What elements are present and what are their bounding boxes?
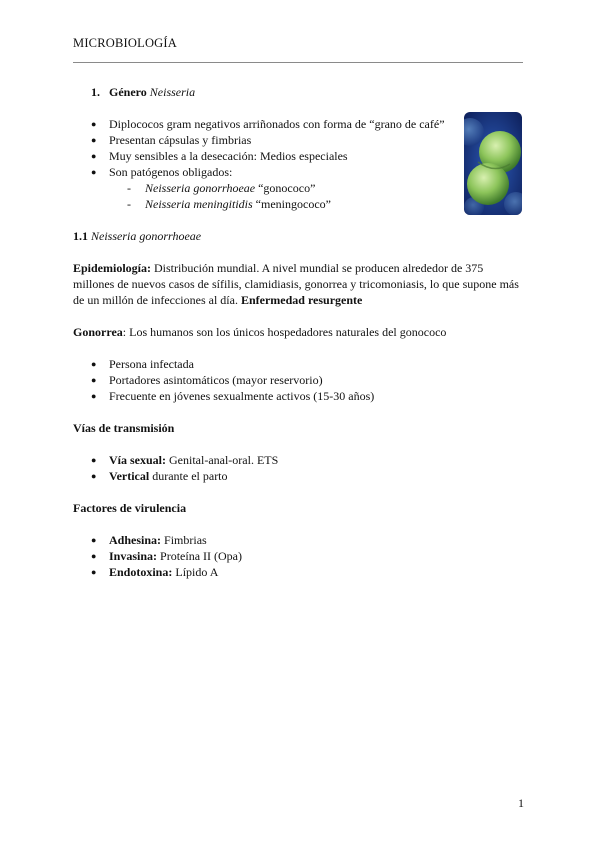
bullet-icon: ● [91,375,97,385]
sub-list-item [145,196,331,212]
species-name: Neisseria gonorrhoeae [145,181,256,195]
list-item [109,452,278,468]
gonorrea-label: Gonorrea [73,325,123,339]
bullet-icon: ● [91,167,97,177]
epidemiology-label: Epidemiología: [73,261,152,275]
section-1-1-number: 1.1 [73,229,88,243]
item-text: Proteína II (Opa) [157,549,242,563]
section-1-number: 1. [91,85,100,99]
bullet-icon: ● [91,359,97,369]
item-label: Invasina: [109,549,158,563]
list-item [109,532,207,548]
bullet-icon: ● [91,567,97,577]
section-1-1-title [73,228,201,244]
section-1-title [91,84,195,100]
bullet-icon: ● [91,151,97,161]
bullet-icon: ● [91,135,97,145]
bullet-icon: ● [91,119,97,129]
item-label: Vertical [109,469,150,483]
transmission-heading [73,420,174,436]
dash-icon: - [127,197,131,211]
species-nickname: “meningococo” [252,197,331,211]
sub-list-item [145,180,315,196]
section-1-title-italic: Neisseria [149,85,196,99]
item-text: durante el parto [149,469,228,483]
list-item: Persona infectada [109,357,194,371]
item-text: Lípido A [172,565,219,579]
species-name: Neisseria meningitidis [145,197,253,211]
transmission-heading-text: Vías de transmisión [73,421,175,435]
bullet-icon: ● [91,391,97,401]
bullet-icon: ● [91,551,97,561]
item-text: Fimbrias [161,533,207,547]
bullet-icon: ● [91,471,97,481]
item-label: Adhesina: [109,533,162,547]
list-item: Frecuente en jóvenes sexualmente activos (15-30 años) [109,389,375,403]
virulence-heading-text: Factores de virulencia [73,501,187,515]
diplococci-micrograph-image [464,112,522,215]
epidemiology-line-2: millones de nuevos casos de sífilis, clamidiasis, gonorrea y tricomoniasis, lo que supone más [73,277,519,291]
gonorrea-text: : Los humanos son los únicos hospedadores naturales del gonococo [122,325,447,339]
virulence-heading [73,500,186,516]
epidemiology-text: de un millón de infecciones al día. [73,293,238,307]
page-header-title: MICROBIOLOGÍA [73,36,177,50]
list-item [109,564,218,580]
list-item: Portadores asintomáticos (mayor reservorio) [109,373,323,387]
epidemiology-emphasis: Enfermedad resurgente [240,293,363,307]
section-1-title-bold: Género [109,85,147,99]
epidemiology-line-1 [73,260,483,276]
list-item: Presentan cápsulas y fimbrias [109,133,252,147]
section-1-1-title-italic: Neisseria gonorrhoeae [91,229,202,243]
list-item: Muy sensibles a la desecación: Medios especiales [109,149,348,163]
bullet-icon: ● [91,455,97,465]
list-item [109,468,228,484]
item-label: Vía sexual: [109,453,166,467]
bullet-icon: ● [91,535,97,545]
epidemiology-line-3 [73,292,362,308]
dash-icon: - [127,181,131,195]
page-number: 1 [518,796,524,810]
gonorrea-paragraph [73,324,446,340]
diplococci-illustration [464,112,522,215]
list-item [109,548,242,564]
header-divider [73,62,523,63]
item-text: Genital-anal-oral. ETS [166,453,279,467]
list-item: Son patógenos obligados: [109,165,233,179]
species-nickname: “gonococo” [255,181,316,195]
list-item: Diplococos gram negativos arriñonados con forma de “grano de café” [109,117,445,131]
item-label: Endotoxina: [109,565,173,579]
epidemiology-text: Distribución mundial. A nivel mundial se producen alrededor de 375 [151,261,484,275]
